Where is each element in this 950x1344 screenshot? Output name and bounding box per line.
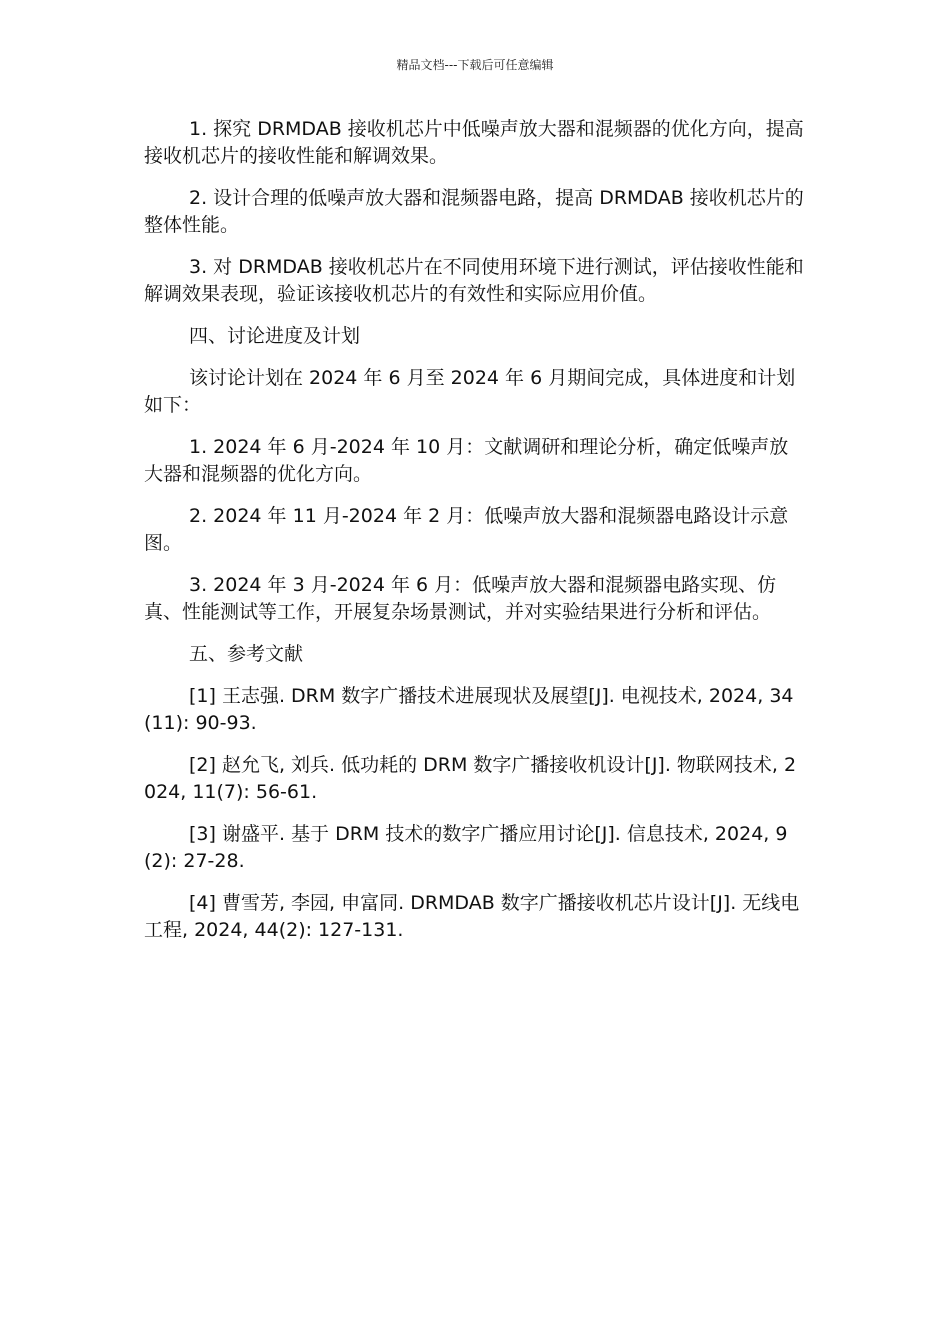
section-heading-references: 五、参考文献 xyxy=(189,643,304,665)
objective-item-3: 3. 对 DRMDAB 接收机芯片在不同使用环境下进行测试，评估接收性能和解调效果表现，验证该接收机芯片的有效性和实际应用价值。 xyxy=(144,256,804,305)
progress-intro: 该讨论计划在 2024 年 6 月至 2024 年 6 月期间完成，具体进度和计划如下： xyxy=(144,367,796,416)
schedule-item-1: 1. 2024 年 6 月-2024 年 10 月：文献调研和理论分析，确定低噪声放大器和混频器的优化方向。 xyxy=(144,436,789,485)
page-header: 精品文档---下载后可任意编辑 xyxy=(396,58,554,72)
objective-item-2: 2. 设计合理的低噪声放大器和混频器电路，提高 DRMDAB 接收机芯片的整体性能。 xyxy=(144,187,804,236)
reference-item-2: [2] 赵允飞, 刘兵. 低功耗的 DRM 数字广播接收机设计[J]. 物联网技术, 2024, 11(7): 56-61. xyxy=(144,754,797,803)
schedule-item-3: 3. 2024 年 3 月-2024 年 6 月：低噪声放大器和混频器电路实现、仿真、性能测试等工作，开展复杂场景测试，并对实验结果进行分析和评估。 xyxy=(144,574,777,623)
section-heading-progress: 四、讨论进度及计划 xyxy=(189,325,361,347)
reference-item-1: [1] 王志强. DRM 数字广播技术进展现状及展望[J]. 电视技术, 2024, 34(11): 90-93. xyxy=(144,685,794,734)
reference-item-4: [4] 曹雪芳, 李园, 申富同. DRMDAB 数字广播接收机芯片设计[J]. 无线电工程, 2024, 44(2): 127-131. xyxy=(144,892,800,941)
objective-item-1: 1. 探究 DRMDAB 接收机芯片中低噪声放大器和混频器的优化方向，提高接收机芯片的接收性能和解调效果。 xyxy=(144,118,804,167)
schedule-item-2: 2. 2024 年 11 月-2024 年 2 月：低噪声放大器和混频器电路设计示意图。 xyxy=(144,505,789,554)
document-body xyxy=(144,116,806,959)
reference-item-3: [3] 谢盛平. 基于 DRM 技术的数字广播应用讨论[J]. 信息技术, 2024, 9(2): 27-28. xyxy=(144,823,788,872)
